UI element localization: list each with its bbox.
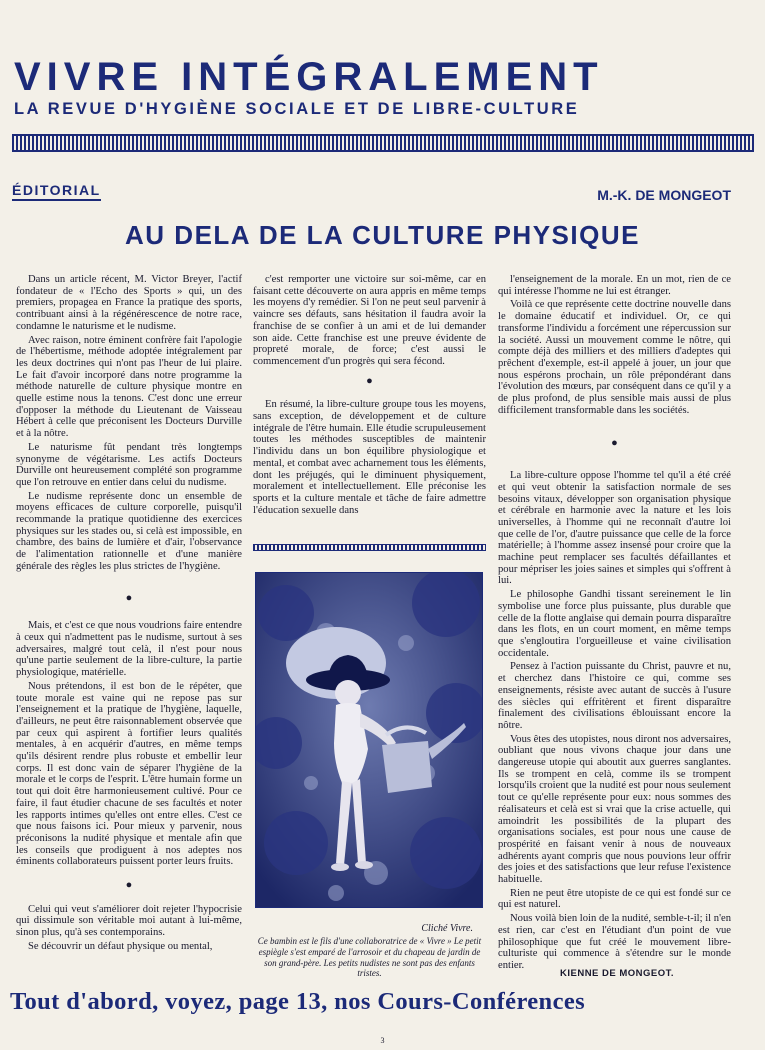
paragraph: Nous voilà bien loin de la nudité, semble-t-il; il n'en est rien, car c'est en l'étudiant d'un point de vue philosophique que fut créé le mouvement libre-culturiste qui commence à s'étendre sur le monde entier.: [498, 913, 731, 971]
paragraph: Vous êtes des utopistes, nous diront nos adversaires, oubliant que nous vivons chaque jour dans une dangereuse utopie qui aboutit aux guerres sanglantes. Ils se trompent en celà, comme ils se trompent lorsqu'ils croient que la nudité est pour nous seulement tout ce qu'elle représente pour eux: nous sommes des réalisateurs et celà est si vrai que la crise actuelle, qui amoindrit les possibilités de la plupart des organisations sociales, est pour nous une cause de prospérité en faisant venir à nous de nouveaux adhérents ayant compris que nous pouvions leur offrir des joies et des satisfactions que leur refuse l'existence habituelle.: [498, 733, 731, 886]
article-signoff: KIENNE DE MONGEOT.: [560, 968, 675, 979]
paragraph: Le nudisme représente donc un ensemble de moyens efficaces de culture corporelle, puisqu'il recommande la pratique quotidienne des exercices physiques sur les stades ou, si celà est impossible, en chambre, des bains de lumière et d'air, l'observance de l'alimentation rationnelle et d'une manière générale des règles les plus strictes de l'hygiène.: [16, 490, 242, 572]
paragraph: Le naturisme fût pendant très longtemps synonyme de végétarisme. Les actifs Docteurs Durville ont heureusement complété son programme que l'on retrouve en entier dans celui du nudisme.: [16, 441, 242, 488]
paragraph: c'est remporter une victoire sur soi-même, car en faisant cette découverte on aura appris en même temps les moyens d'y remédier. Si l'on ne peut seul parvenir à vaincre ses défauts, sans hésitation il faudra avoir la franchise de se confier à un ami et de lui demander son aide. Cette franchise est une preuve évidente de propreté morale, de force; c'est aussi le commencement d'un progrès qui sera fécond.: [253, 274, 486, 367]
section-bullet: ●: [611, 437, 618, 450]
paragraph: Avec raison, notre éminent confrère fait l'apologie de l'hébertisme, méthode adoptée intégralement par les deux doctrines qui n'ont pas l'heur de lui plaire. Le fait d'avoir incorporé dans notre programme la méthode naturelle de culture physique montre en quelle estime nous la tenons. C'est donc une erreur d'opposer la méthode du Lieutenant de Vaisseau Hébert à celle que préconisent les Docteurs Durville et à la nôtre.: [16, 334, 242, 440]
section-bullet: ●: [125, 879, 133, 892]
author-byline: M.-K. DE MONGEOT: [597, 187, 731, 203]
paragraph: l'enseignement de la morale. En un mot, rien de ce qui intéresse l'homme ne lui est étranger.: [498, 274, 731, 297]
article-headline: AU DELA DE LA CULTURE PHYSIQUE: [125, 220, 640, 250]
photo-credit: Cliché Vivre.: [421, 923, 473, 934]
paragraph: Celui qui veut s'améliorer doit rejeter l'hypocrisie qui dissimule son véritable moi autant à lui-même, sinon plus, qu'à ses contemporains.: [16, 903, 242, 939]
paragraph: Voilà ce que représente cette doctrine nouvelle dans le domaine éducatif et individuel. Or, ce qui transforme l'individu a forcément une répercussion sur la société. Aussi un mouvement comme le nôtre, qui compte déjà des milliers et des milliers d'adeptes qui prêchent d'exemple, est-il appelé à jouer, un jour que nous espérons prochain, un rôle prépondérant dans l'évolution des mœurs, par conséquent dans ce qu'il y a de plus profond, de plus sensible mais aussi de plus difficilement transformable dans les sociétés.: [498, 299, 731, 416]
photo-illustration: [256, 573, 482, 907]
section-bullet: ●: [366, 374, 373, 387]
decorative-rule: [12, 134, 754, 152]
magazine-title: VIVRE INTÉGRALEMENT: [14, 55, 604, 99]
magazine-subtitle: LA REVUE D'HYGIÈNE SOCIALE ET DE LIBRE-CULTURE: [14, 100, 580, 118]
section-bullet: ●: [125, 591, 133, 604]
article-column-1: [16, 274, 242, 955]
article-column-2: [253, 274, 486, 518]
paragraph: En résumé, la libre-culture groupe tous les moyens, sans exception, de développement et de culture intégrale de l'être humain. Elle étudie scrupuleusement toutes les méthodes susceptibles de maintenir l'individu dans un bon équilibre physiologique et mental, et combat avec acharnement tous les éléments, dont les préjugés, qui le diminuent physiquement, moralement et intellectuellement. Elle préconise les sports et la culture mentale et tâche de faire admettre l'éducation sexuelle dans: [253, 399, 486, 516]
promo-banner: Tout d'abord, voyez, page 13, nos Cours-Conférences: [10, 988, 586, 1015]
article-column-3: [498, 274, 731, 974]
paragraph: Dans un article récent, M. Victor Breyer, l'actif fondateur de « l'Echo des Sports » qui, un des premiers, propagea en France la pratique des sports, contribuant ainsi à la régénérescence de notre race, condamne le naturisme et le nudisme.: [16, 274, 242, 332]
paragraph: La libre-culture oppose l'homme tel qu'il a été créé et qui veut obtenir la satisfaction normale de ses besoins vitaux, développer son organisation physique et cérébrale en harmonie avec la nature et les lois universelles, à l'homme qui ne reconnaît d'autre loi que celle de l'or, d'autre puissance que celle de la force matérielle; à l'homme assez insensé pour croire que la machine peut remplacer ses facultés défaillantes et pour mépriser les joies saines et simples qui s'offrent à lui.: [498, 470, 731, 587]
paragraph: Se découvrir un défaut physique ou mental,: [28, 940, 213, 952]
photo-child-with-watering-can: [255, 572, 483, 908]
paragraph: Nous prétendons, il est bon de le répéter, que toute morale est vaine qui ne repose pas sur l'enseignement et la pratique de l'hygiène, laquelle, d'ailleurs, ne peut être raisonnablement observée que par ceux qui aspirent à fortifier leurs qualités mentales, à en acquérir d'autres, en même temps qu'ils désirent rendre plus robuste et embellir leur corps. Il est donc vain de séparer l'hygiène de la morale et le corps de l'esprit. L'être humain forme un tout qui doit être harmonieusement cultivé. Pour ce faire, il faut étudier chacune de ses facultés et noter les rapports intimes qu'elles ont entre elles. C'est ce que nous faisons ici. Pour mieux y parvenir, nous préconisons la nudité physique et mentale afin que les conseils que prodiguent à nos adeptes nos éminents collaborateurs puissent porter leurs fruits.: [16, 680, 242, 868]
paragraph: Mais, et c'est ce que nous voudrions faire entendre à ceux qui n'admettent pas le nudisme, surtout à ses adversaires, malgré tout celà, il n'est pour nous qu'une partie seulement de la libre-culture, la partie physiologique, matérielle.: [16, 620, 243, 679]
photo-caption: Ce bambin est le fils d'une collaboratrice de « Vivre » Le petit espiègle s'est emparé de l'arrosoir et du chapeau de jardin de son grand-père. Les petits nudistes ne sont pas des enfants tristes.: [257, 936, 482, 979]
page-number: 3: [380, 1036, 385, 1045]
paragraph: Pensez à l'action puissante du Christ, pauvre et nu, et cherchez dans l'histoire ce qui, comme ses enseignements, résiste avec autant de succès à l'usure des siècles qui effritèrent et firent disparaître finalement des civilisations éblouissant encore la nôtre.: [498, 661, 731, 731]
section-label: ÉDITORIAL: [12, 182, 101, 201]
paragraph: Rien ne peut être utopiste de ce qui est fondé sur ce qui est naturel.: [498, 887, 731, 911]
paragraph: Le philosophe Gandhi tissant sereinement le lin symbolise une force plus puissante, plus durable que celle de la flotte anglaise qui demain pourra disparaître dans les flots, en un court moment, en même temps que s'engloutira l'orgueilleuse et vaine civilisation occidentale.: [498, 589, 731, 659]
photo-top-rule: [253, 544, 486, 551]
